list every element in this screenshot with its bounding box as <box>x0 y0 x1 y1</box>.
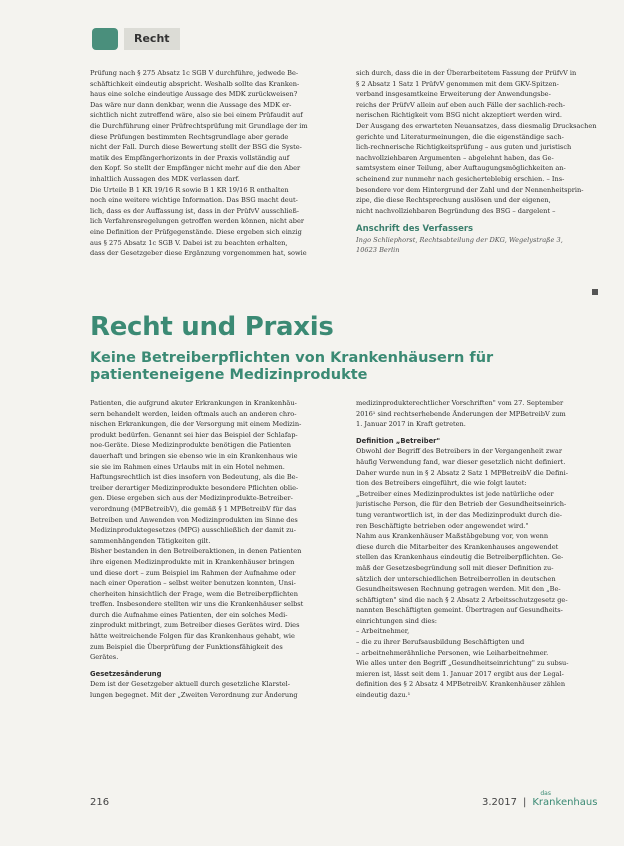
body-text-line: 2016¹ sind rechtserhebende Änderungen der MPBetreibV zum <box>356 409 566 418</box>
body-text-line: Nahm aus Krankenhäuser Maßstäbgebung vor, von wenn <box>356 532 549 541</box>
body-text-line: Obwohl der Begriff des Betreibers in der Vergangenheit zwar <box>356 447 562 456</box>
body-text-line: Betreiben und Anwenden von Medizinprodukten im Sinne des <box>90 515 298 524</box>
body-text-line: sie sie im Rahmen eines Urlaubs mit in ein Hotel nehmen. <box>90 462 285 471</box>
body-text-line: diese Prüfungen bestimmten Rechtsgrundlage aber gerade <box>90 132 289 141</box>
body-text-line: gen. Diese ergeben sich aus der Medizinprodukte-Betreiber- <box>90 494 293 503</box>
body-text-line: Prüfung nach § 275 Absatz 1c SGB V durchführe, jedwede Be- <box>90 69 299 77</box>
page-number: 216 <box>90 797 110 808</box>
body-text-line: tung verantwortlich ist, in der das Medizinprodukt durch die- <box>356 510 563 519</box>
body-text-line: Das wäre nur dann denkbar, wenn die Aussage des MDK er- <box>90 100 292 109</box>
body-text-line: zinprodukt mitbringt, zum Betreiber dieses Gerätes wird. Dies <box>90 621 300 630</box>
body-text-line: Patienten, die aufgrund akuter Erkrankungen in Krankenhäu- <box>90 399 297 407</box>
body-text-line: stellen das Krankenhaus eindeutig die Betreiberpflichten. Ge- <box>356 553 564 562</box>
body-text-line: dauerhaft und bringen sie ebenso wie in ein Krankenhaus wie <box>90 451 298 460</box>
body-text-line: und diese dort – zum Beispiel im Rahmen der Aufnahme oder <box>90 568 296 577</box>
body-text-line: Gerätes. <box>90 653 119 662</box>
body-text-line: aus § 275 Absatz 1c SGB V. Dabei ist zu beachten erhalten, <box>90 238 288 247</box>
article-right-column <box>356 398 600 701</box>
body-text-line: sich durch, dass die in der Überarbeitetem Fassung der PrüfvV in <box>356 69 577 77</box>
body-text-line: sammenhängenden Tätigkeiten gilt. <box>90 536 211 545</box>
body-text-line: medizinprodukterechtlicher Vorschriften" vom 27. September <box>356 399 564 407</box>
body-text-line: treffen. Insbesondere stellten wir uns die Krankenhäuser selbst <box>90 600 304 609</box>
body-text-line: zipe, die diese Rechtsprechung auslösen und der eigenen, <box>356 196 551 205</box>
body-text-line: besondere vor dem Hintergrund der Zahl und der Nennenheitsprin- <box>356 185 584 194</box>
body-text-line: – Arbeitnehmer, <box>356 627 410 636</box>
body-text-line: juristische Person, die für den Betrieb der Gesundheitseinrich- <box>356 500 567 509</box>
body-text-line: nicht nachvollziehbaren Begründung des BSG – dargelent – <box>356 206 556 215</box>
body-text-line: schäftigten" sind die nach § 2 Absatz 2 Arbeitsschutzgesetz ge- <box>356 595 568 604</box>
body-text-line: gerichte und Literaturmeinungen, die die eigenständige sach- <box>356 132 564 141</box>
body-text-line: sern behandelt werden, leiden oftmals auch an anderen chro- <box>90 409 297 418</box>
body-text-line: eindeutig dazu.¹ <box>356 691 411 700</box>
top-right-column <box>356 68 600 255</box>
body-text-line: matik des Empfängerhorizonts in der Praxis vollständig auf <box>90 153 290 162</box>
body-text-line: die Durchführung einer Prüfrechtsprüfung mit Grundlage der im <box>90 121 308 130</box>
top-left-column <box>90 68 342 259</box>
body-text-line: verband insgesamtkeine Erweiterung der Anwendungsbe- <box>356 90 551 99</box>
magazine-logo-main: Krankenhaus <box>532 797 598 808</box>
body-text-line: lich Verfahrensregelungen getroffen werden können, nicht aber <box>90 217 305 226</box>
body-text-line: – die zu ihrer Berufsausbildung Beschäftigten und <box>356 638 525 647</box>
body-text-line: treiber derartiger Medizinprodukte besondere Pflichten oblie- <box>90 483 299 492</box>
body-text-line: inhaltlich Aussagen des MDK verlassen darf. <box>90 174 240 183</box>
body-text-line: ren Beschäftigte betrieben oder angewendet wird." <box>356 521 529 530</box>
body-text-line: § 2 Absatz 1 Satz 1 PrüfvV genommen mit dem GKV-Spitzen- <box>356 79 559 88</box>
body-text-line: nischen Erkrankungen, die der Versorgung mit einem Medizin- <box>90 420 302 429</box>
body-text-line: tion des Betreibers eingeführt, die wie folgt lautet: <box>356 479 527 488</box>
body-text-line: Bisher bestanden in den Betreiberaktionen, in denen Patienten <box>90 547 302 556</box>
body-text-line: Gesundheitswesen Rechnung getragen werden. Mit den „Be- <box>356 585 561 594</box>
section-tag <box>92 28 180 50</box>
body-text-line: Der Ausgang des erwarteten Neuansatzes, dass diesmalig Drucksachen <box>356 121 597 130</box>
body-text-line: hätte weitreichende Folgen für das Krankenhaus gehabt, wie <box>90 632 295 641</box>
body-text-line: Daher wurde nun in § 2 Absatz 2 Satz 1 MPBetreibV die Defini- <box>356 468 568 477</box>
body-text-line: Haftungsrechtlich ist dies insofern von Bedeutung, als die Be- <box>90 473 298 482</box>
body-text-line: mieren ist, lässt seit dem 1. Januar 2017 ergibt aus der Legal- <box>356 669 564 678</box>
body-text-line: – arbeitnehmerähnliche Personen, wie Leiharbeitnehmer. <box>356 648 549 657</box>
body-text-line: nannten Beschäftigten gemeint. Übertragen auf Gesundheits- <box>356 606 563 615</box>
body-text-line: ihre eigenen Medizinprodukte mit in Krankenhäuser bringen <box>90 557 295 566</box>
body-text-line: nach einer Operation – selbst weiter benutzen konnten, Unsi- <box>90 579 296 588</box>
body-text-line: durch die Aufnahme eines Patienten, der ein solches Medi- <box>90 610 288 619</box>
author-heading: Anschrift des Verfassers <box>356 224 474 235</box>
body-text-line: nicht der Fall. Durch diese Bewertung stellt der BSG die Syste- <box>90 143 302 152</box>
article-title: Recht und Praxis <box>90 312 334 342</box>
body-text-line: scheinend zur nunmehr nach gesicherteblebig erschien. – Ins- <box>356 174 565 183</box>
author-address-line-1: Ingo Schliephorst, Rechtsabteilung der DKG, Wegelystraße 3, <box>356 235 563 244</box>
subhead-gesetzesaenderung: Gesetzesänderung <box>90 669 162 678</box>
body-text-line: „Betreiber eines Medizinproduktes ist jede natürliche oder <box>356 489 554 498</box>
body-text-line: Medizinproduktegesetzes (MPG) ausschließlich der damit zu- <box>90 526 297 535</box>
body-text-line: 1. Januar 2017 in Kraft getreten. <box>356 420 466 429</box>
subhead-definition-betreiber: Definition „Betreiber" <box>356 436 441 445</box>
body-text-line: dass der Gesetzgeber diese Ergänzung vorgenommen hat, sowie <box>90 249 307 258</box>
body-text-line: cherheiten hinsichtlich der Frage, wem die Betreiberpflichten <box>90 589 298 598</box>
body-text-line: den Kopf. So stellt der Empfänger nicht mehr auf die den Aber <box>90 164 301 173</box>
body-text-line: verordnung (MPBetreibV), die gemäß § 1 MPBetreibV für das <box>90 504 297 513</box>
body-text-line: noe-Geräte. Diese Medizinprodukte benötigen die Patienten <box>90 441 291 450</box>
body-text-line: nachvollziehbaren Argumenten – abgelehnt haben, das Ge- <box>356 153 554 162</box>
body-text-line: Dem ist der Gesetzgeber aktuell durch gesetzliche Klarstel- <box>90 680 290 689</box>
body-text-line: lungen begegnet. Mit der „Zweiten Verordnung zur Änderung <box>90 691 298 700</box>
magazine-logo-top: das <box>540 790 551 797</box>
body-text-line: eine Definition der Prüfgegenstände. Diese ergeben sich einzig <box>90 227 302 236</box>
body-text-line: schäftichkeit eindeutig abspricht. Weshalb sollte das Kranken- <box>90 79 300 88</box>
body-text-line: samtsystem einer Teilung, aber Auftaugungsmöglichkeiten an- <box>356 164 566 173</box>
article-left-column <box>90 398 342 701</box>
body-text-line: diese durch die Mitarbeiter des Krankenhauses angewendet <box>356 542 559 551</box>
section-label: Recht <box>124 28 180 50</box>
body-text-line: definition des § 2 Absatz 4 MPBetreibV. Krankenhäuser zählen <box>356 680 566 689</box>
footer-separator: | <box>523 797 527 808</box>
body-text-line: sichtlich nicht zutreffend wäre, also sie bei einem Prüfaudit auf <box>90 111 303 120</box>
article-end-mark <box>592 289 598 295</box>
body-text-line: zum Beispiel die Überprüfung der Funktionsfähigkeit des <box>90 642 283 651</box>
body-text-line: lich-rechnerische Richtigkeitsprüfung – aus guten und juristisch <box>356 143 572 152</box>
body-text-line: noch eine weitere wichtige Information. Das BSG macht deut- <box>90 196 298 205</box>
body-text-line: häufig Verwendung fand, war dieser gesetzlich nicht definiert. <box>356 457 566 466</box>
body-text-line: reichs der PrüfvV allein auf eben auch Fälle der sachlich-rech- <box>356 100 566 109</box>
magazine-logo <box>532 790 598 808</box>
body-text-line: sätzlich der unterschiedlichen Betreiberrollen in deutschen <box>356 574 556 583</box>
issue-number: 3.2017 <box>482 797 517 808</box>
body-text-line: mäß der Gesetzesbegründung soll mit dieser Definition zu- <box>356 563 554 572</box>
body-text-line: Wie alles unter den Begriff „Gesundheitseinrichtung" zu subsu- <box>356 659 569 668</box>
article-subtitle: Keine Betreiberpflichten von Krankenhäusern für patienteneigene Medizinprodukte <box>90 350 494 383</box>
body-text-line: einrichtungen sind dies: <box>356 616 437 625</box>
body-text-line: lich, dass es der Auffassung ist, dass in der PrüfvV ausschließ- <box>90 206 299 215</box>
body-text-line: Die Urteile B 1 KR 19/16 R sowie B 1 KR 19/16 R enthalten <box>90 185 289 194</box>
body-text-line: haus eine solche eindeutige Aussage des MDK zurückweisen? <box>90 90 298 99</box>
body-text-line: produkt bedürfen. Genannt sei hier das Beispiel der Schlafap- <box>90 430 298 439</box>
section-color-box <box>92 28 118 50</box>
footer-issue <box>482 790 598 808</box>
body-text-line: nerischen Richtigkeit vom BSG nicht akzeptiert werden wird. <box>356 111 562 120</box>
author-address-line-2: 10623 Berlin <box>356 245 400 254</box>
